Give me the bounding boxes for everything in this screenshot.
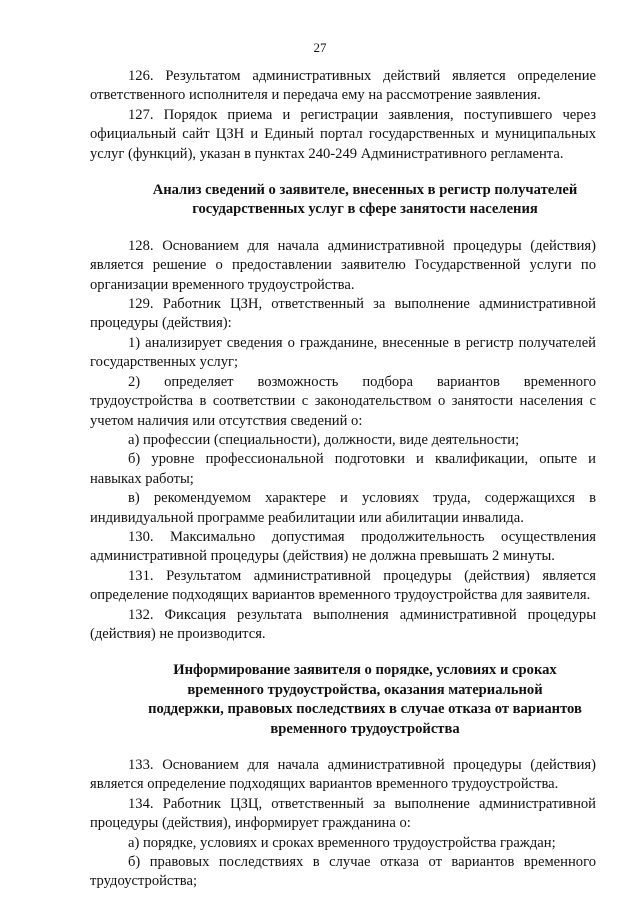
paragraph-134: 134. Работник ЦЗЦ, ответственный за выполнение административной процедуры (действия), информирует гражданина о: <box>90 795 596 832</box>
spacer <box>90 164 596 181</box>
page-number: 27 <box>313 40 327 55</box>
spacer <box>90 220 596 237</box>
list-item-134-a: а) порядке, условиях и сроках временного трудоустройства граждан; <box>128 834 556 851</box>
list-item-129-2a: а) профессии (специальности), должности, виде деятельности; <box>128 431 520 448</box>
list-item-129-2c: в) рекомендуемом характере и условиях труда, содержащихся в индивидуальной программе реабилитации или абилитации инвалида. <box>90 490 596 526</box>
spacer <box>90 644 596 661</box>
spacer <box>90 739 596 756</box>
paragraph-127: 127. Порядок приема и регистрации заявления, поступившего через официальный сайт ЦЗН и Единый портал государственных и муниципальных услуг (функций), указан в пунктах 240-249 Административного регламента. <box>90 106 596 162</box>
paragraph-133: 133. Основанием для начала административной процедуры (действия) является определение подходящих вариантов временного трудоустройства. <box>90 757 596 793</box>
paragraph-128: 128. Основанием для начала административной процедуры (действия) является решение о предоставлении заявителю Государственной услуги по организации временного трудоустройства. <box>90 237 596 293</box>
paragraph-129: 129. Работник ЦЗН, ответственный за выполнение административной процедуры (действия): <box>90 296 596 332</box>
list-item-129-1: 1) анализирует сведения о гражданине, внесенные в регистр получателей государственных услуг; <box>90 334 596 371</box>
list-item-129-2: 2) определяет возможность подбора вариантов временного трудоустройства в соответствии с законодательством о занятости населения с учетом наличия или отсутствия сведений о: <box>90 373 596 429</box>
list-item-129-2b: б) уровне профессиональной подготовки и квалификации, опыте и навыках работы; <box>90 451 596 487</box>
section-heading-informing: Информирование заявителя о порядке, условиях и сроках временного трудоустройства, оказания материальной поддержки, правовых последствиях в случае отказа от вариантов временного трудоустройства <box>148 662 582 737</box>
paragraph-132: 132. Фиксация результата выполнения административной процедуры (действия) не производится. <box>90 606 596 642</box>
paragraph-131: 131. Результатом административной процедуры (действия) является определение подходящих вариантов временного трудоустройства для заявителя. <box>90 567 596 604</box>
paragraph-126: 126. Результатом административных действий является определение ответственного исполнителя и передача ему на рассмотрение заявления. <box>90 68 596 104</box>
list-item-134-b: б) правовых последствиях в случае отказа от вариантов временного трудоустройства; <box>90 854 596 890</box>
document-body <box>90 67 596 892</box>
paragraph-130: 130. Максимально допустимая продолжительность осуществления административной процедуры (действия) не должна превышать 2 минуты. <box>90 528 596 565</box>
section-heading-analysis: Анализ сведений о заявителе, внесенных в регистр получателей государственных услуг в сфере занятости населения <box>152 182 578 218</box>
